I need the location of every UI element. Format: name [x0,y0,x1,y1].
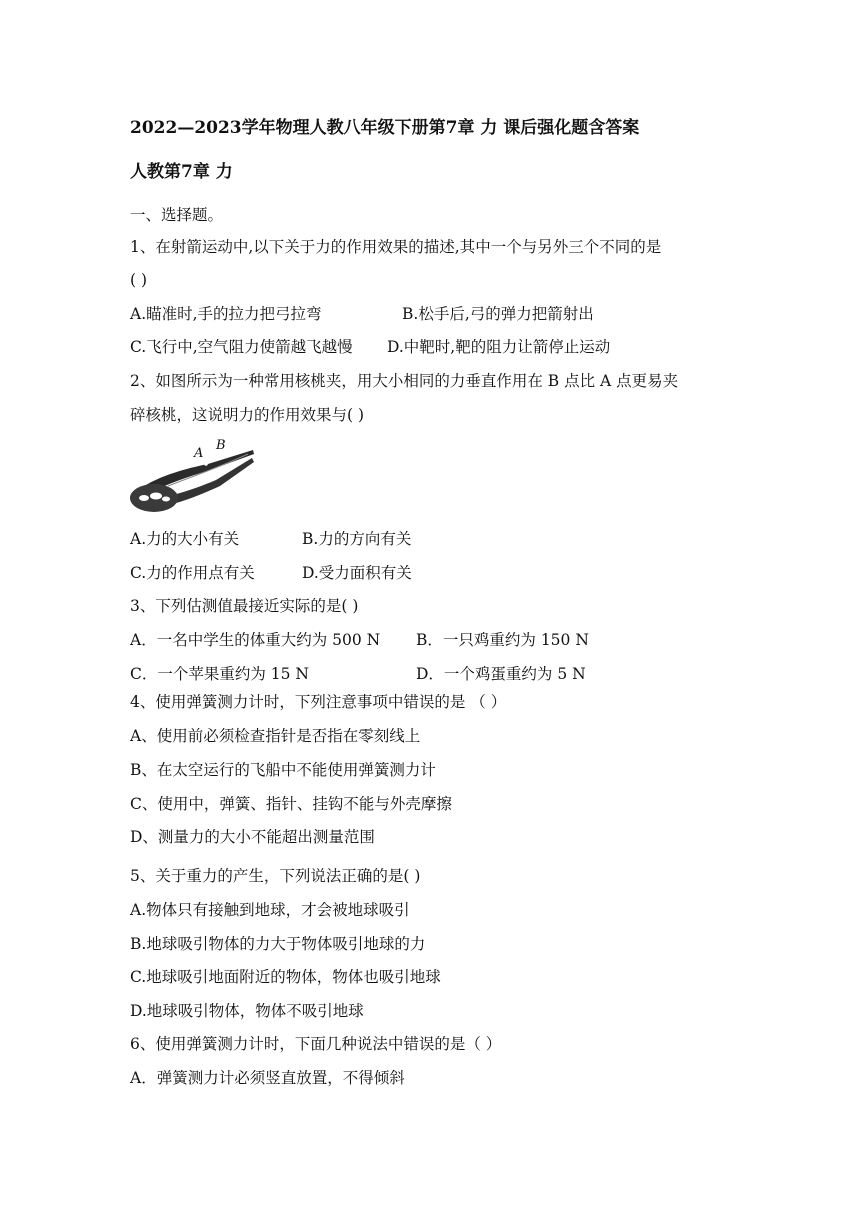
q5-option-d: D.地球吸引物体，物体不吸引地球 [130,1002,364,1020]
q4-option-a: A、使用前必须检查指针是否指在零刻线上 [130,727,421,745]
document-title: 2022—2023学年物理人教八年级下册第7章 力 课后强化题含答案 [130,118,640,138]
nutcracker-figure [128,436,263,516]
q4-option-b: B、在太空运行的飞船中不能使用弹簧测力计 [130,761,436,779]
point-a-label: A [194,446,204,461]
q3-option-c: C．一个苹果重约为 15 N [130,665,309,683]
q2-option-c: C.力的作用点有关 [130,564,255,582]
chapter-subtitle: 人教第7章 力 [130,162,233,182]
q4-option-d: D、测量力的大小不能超出测量范围 [130,828,375,846]
q5-option-b: B.地球吸引物体的力大于物体吸引地球的力 [130,935,426,953]
q2-option-a: A.力的大小有关 [130,530,240,548]
q1-option-b: B.松手后,弓的弹力把箭射出 [402,305,594,323]
q3-stem: 3、下列估测值最接近实际的是( ) [130,597,359,615]
q4-stem: 4、使用弹簧测力计时，下列注意事项中错误的是 （ ） [130,693,507,711]
q1-answer-paren: ( ) [130,271,148,289]
q5-stem: 5、关于重力的产生，下列说法正确的是( ) [130,867,421,885]
q2-stem-line2: 碎核桃，这说明力的作用效果与( ) [130,406,365,424]
q2-option-d: D.受力面积有关 [302,564,412,582]
q6-option-a: A．弹簧测力计必须竖直放置，不得倾斜 [130,1069,405,1087]
q1-option-c: C.飞行中,空气阻力使箭越飞越慢 [130,338,353,356]
point-b-label: B [216,438,226,453]
q5-option-a: A.物体只有接触到地球，才会被地球吸引 [130,901,410,919]
q1-option-d: D.中靶时,靶的阻力让箭停止运动 [387,338,611,356]
q3-option-a: A．一名中学生的体重大约为 500 N [130,631,381,649]
q2-stem-line1: 2、如图所示为一种常用核桃夹，用大小相同的力垂直作用在 B 点比 A 点更易夹 [130,372,679,390]
section-heading: 一、选择题。 [130,206,224,224]
q6-stem: 6、使用弹簧测力计时，下面几种说法中错误的是（ ） [130,1035,502,1053]
q1-stem: 1、在射箭运动中,以下关于力的作用效果的描述,其中一个与另外三个不同的是 [130,238,662,256]
q4-option-c: C、使用中，弹簧、指针、挂钩不能与外壳摩擦 [130,795,452,813]
q5-option-c: C.地球吸引地面附近的物体，物体也吸引地球 [130,968,441,986]
q3-option-b: B．一只鸡重约为 150 N [416,631,589,649]
q2-option-b: B.力的方向有关 [302,530,412,548]
q3-option-d: D．一个鸡蛋重约为 5 N [416,665,586,683]
q1-option-a: A.瞄准时,手的拉力把弓拉弯 [130,305,322,323]
